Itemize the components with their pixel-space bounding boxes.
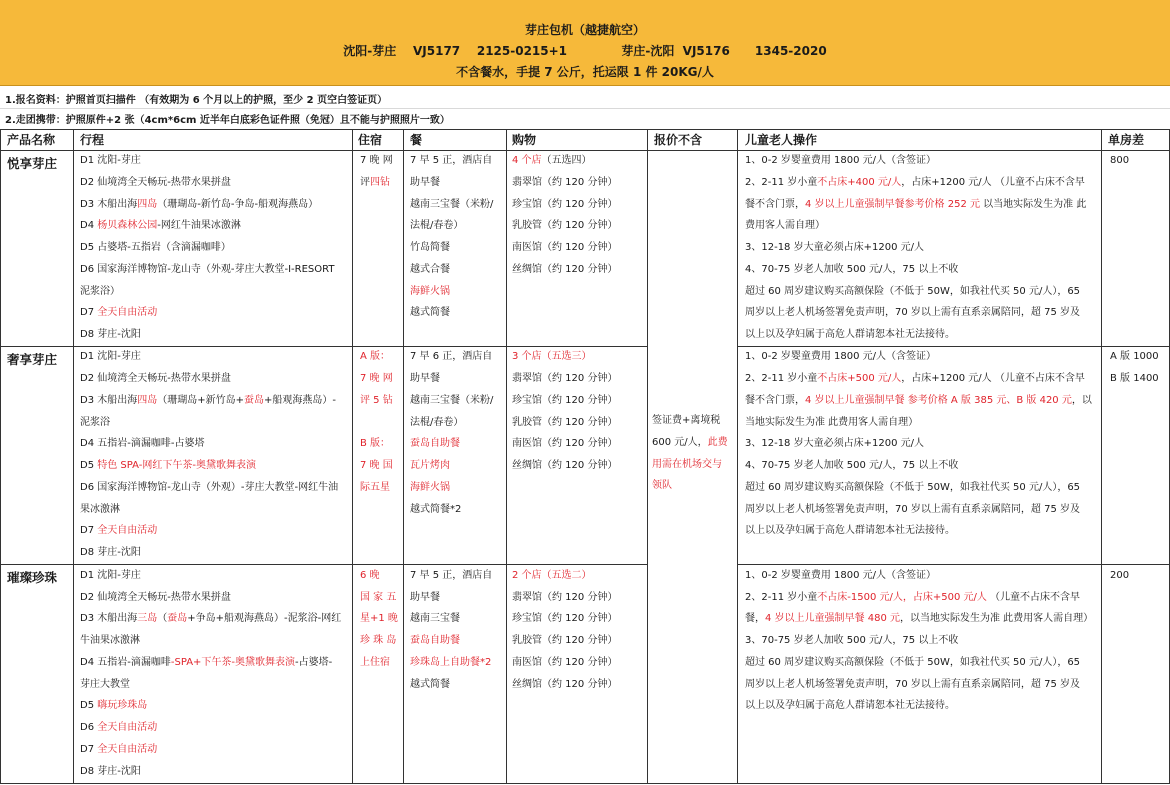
hotel-line: 7 晚 网 (360, 155, 393, 166)
grid-line (0, 129, 1, 784)
shop-line: 翡翠馆（约 120 分钟） (512, 592, 618, 603)
meal-line: 助早餐 (410, 177, 440, 188)
child-policy-line: 2、2-11 岁小童不占床-1500 元/人，占床+500 元/人 （儿童不占床不含早 (745, 592, 1081, 603)
hotel-line: 评 5 钻 (360, 395, 393, 406)
child-policy-line: 超过 60 周岁建议购买高额保险（不低于 50W，如我社代买 50 元/人），65 (745, 657, 1081, 668)
itinerary-line: D8 芽庄-沈阳 (80, 547, 141, 558)
col-header-excluded: 报价不含 (654, 133, 703, 147)
col-header-shopping: 购物 (512, 133, 537, 147)
hotel-line: 际五星 (360, 482, 390, 493)
itinerary-line: D1 沈阳-芽庄 (80, 351, 141, 362)
child-policy-line: 餐不含门票，4 岁以上儿童强制早餐参考价格 252 元 以当地实际发生为准 此 (745, 199, 1087, 210)
fee-note: 用需在机场交与 (652, 458, 722, 470)
note-passport-scan: 1.报名资料：护照首页扫描件 （有效期为 6 个月以上的护照，至少 2 页空白签证页） (5, 95, 388, 106)
shop-line: 珍宝馆（约 120 分钟） (512, 395, 618, 406)
child-policy-line: 2、2-11 岁小童不占床+500 元/人，占床+1200 元/人 （儿童不占床不含早 (745, 373, 1085, 384)
grid-line (506, 129, 507, 784)
hotel-line: 上住宿 (360, 657, 390, 668)
shop-line: 3 个店（五选三） (512, 351, 592, 362)
meal-line: 蚕岛自助餐 (410, 438, 460, 449)
child-policy-line: 周岁以上老人机场签署免责声明，70 岁以上需有直系亲属陪同，超 75 岁及 (745, 679, 1080, 690)
grid-line (647, 129, 648, 784)
shop-line: 乳胶管（约 120 分钟） (512, 635, 618, 646)
hotel-line: B 版： (360, 438, 391, 449)
itinerary-line: D8 芽庄-沈阳 (80, 766, 141, 777)
child-policy-line: 以上以及孕妇属于高危人群请恕本社无法接待。 (745, 525, 955, 536)
col-header-child-elderly: 儿童老人操作 (745, 133, 818, 147)
shop-line: 丝绸馆（约 120 分钟） (512, 679, 618, 690)
itinerary-line: D4 五指岩-滴漏咖啡-SPA+下午茶-奥黛歌舞表演-占婆塔- (80, 657, 333, 668)
itinerary-line: 牛油果冰激淋 (80, 635, 140, 646)
meal-line: 法棍/春卷） (410, 220, 464, 231)
fee-note: 此费 (707, 436, 728, 448)
child-policy-line: 1、0-2 岁婴童费用 1800 元/人（含签证） (745, 570, 937, 581)
child-policy-line: 当地实际发生为准 此费用客人需自理） (745, 417, 919, 428)
itinerary-line: D1 沈阳-芽庄 (80, 155, 141, 166)
fee-text: 签证费+离境税 (652, 415, 721, 426)
hotel-line: 7 晚 国 (360, 460, 393, 471)
product-name-p3: 璀璨珍珠 (7, 570, 58, 585)
grid-line (0, 129, 1170, 130)
meal-line: 7 早 6 正，酒店自 (410, 351, 493, 362)
shop-line: 翡翠馆（约 120 分钟） (512, 373, 618, 384)
shop-line: 丝绸馆（约 120 分钟） (512, 460, 618, 471)
hotel-line: 星+1 晚 (360, 613, 398, 624)
child-policy-line: 3、12-18 岁大童必须占床+1200 元/人 (745, 438, 924, 449)
child-policy-line: 2、2-11 岁小童不占床+400 元/人，占床+1200 元/人 （儿童不占床不含早 (745, 177, 1085, 188)
col-header-hotel: 住宿 (358, 133, 383, 147)
single-supplement-value: B 版 1400 (1110, 373, 1159, 384)
child-policy-line: 3、12-18 岁大童必须占床+1200 元/人 (745, 242, 924, 253)
shop-line: 丝绸馆（约 120 分钟） (512, 264, 618, 275)
grid-line (73, 129, 74, 784)
grid-line (0, 108, 1170, 109)
meal-line: 越式简餐*2 (410, 504, 462, 515)
itinerary-line: D1 沈阳-芽庄 (80, 570, 141, 581)
child-policy-line: 费用客人需自理） (745, 220, 825, 231)
itinerary-line: D6 全天自由活动 (80, 722, 158, 733)
child-policy-line: 以上以及孕妇属于高危人群请恕本社无法接待。 (745, 700, 955, 711)
meal-line: 海鲜火锅 (410, 482, 450, 493)
itinerary-line: D4 五指岩-滴漏咖啡-占婆塔 (80, 438, 205, 449)
header-flights: 沈阳-芽庄 VJ5177 2125-0215+1 芽庄-沈阳 VJ5176 1345-2020 (343, 44, 827, 58)
col-header-product: 产品名称 (7, 133, 56, 147)
itinerary-line: D3 木船出海三岛（蚕岛+争岛+船观海燕岛）-泥浆浴-网红 (80, 613, 342, 624)
itinerary-line: D6 国家海洋博物馆-龙山寺（外观-芽庄大教堂-I-RESORT (80, 264, 335, 275)
child-policy-line: 4、70-75 岁老人加收 500 元/人，75 以上不收 (745, 460, 959, 471)
hotel-line: 6 晚 (360, 570, 380, 581)
header-banner (0, 0, 1170, 86)
itinerary-line: D7 全天自由活动 (80, 744, 158, 755)
hotel-line: 珍 珠 岛 (360, 635, 397, 646)
itinerary-line: D3 木船出海四岛（珊瑚岛-新竹岛-争岛-船观海燕岛） (80, 199, 319, 210)
col-header-itinerary: 行程 (80, 133, 105, 147)
meal-line: 助早餐 (410, 592, 440, 603)
child-policy-line: 以上以及孕妇属于高危人群请恕本社无法接待。 (745, 329, 955, 340)
child-policy-line: 周岁以上老人机场签署免责声明，70 岁以上需有直系亲属陪同，超 75 岁及 (745, 504, 1080, 515)
hotel-line: 7 晚 网 (360, 373, 393, 384)
shop-line: 翡翠馆（约 120 分钟） (512, 177, 618, 188)
child-policy-line: 3、70-75 岁老人加收 500 元/人，75 以上不收 (745, 635, 959, 646)
single-supplement-value: 800 (1110, 155, 1130, 166)
meal-line: 越南三宝餐（米粉/ (410, 199, 494, 210)
meal-line: 法棍/春卷） (410, 417, 464, 428)
child-policy-line: 周岁以上老人机场签署免责声明，70 岁以上需有直系亲属陪同，超 75 岁及 (745, 307, 1080, 318)
single-supplement-value: A 版 1000 (1110, 351, 1159, 362)
meal-line: 7 早 5 正，酒店自 (410, 570, 493, 581)
itinerary-line: 泥浆浴） (80, 286, 120, 297)
grid-line (352, 129, 353, 784)
shop-line: 4 个店（五选四） (512, 155, 592, 166)
meal-line: 瓦片烤肉 (410, 460, 450, 471)
itinerary-line: D4 杨贝森林公园-网红牛油果冰激淋 (80, 220, 241, 231)
meal-line: 越南三宝餐 (410, 613, 460, 624)
itinerary-line: D7 全天自由活动 (80, 525, 158, 536)
meal-line: 越式简餐 (410, 679, 450, 690)
meal-line: 珍珠岛上自助餐*2 (410, 657, 492, 668)
grid-line (0, 783, 1170, 784)
col-header-meals: 餐 (410, 133, 423, 147)
shop-line: 珍宝馆（约 120 分钟） (512, 199, 618, 210)
shop-line: 南医馆（约 120 分钟） (512, 438, 618, 449)
child-policy-line: 4、70-75 岁老人加收 500 元/人，75 以上不收 (745, 264, 959, 275)
itinerary-line: D2 仙境湾全天畅玩-热带水果拼盘 (80, 592, 231, 603)
itinerary-line: D5 嗨玩珍珠岛 (80, 700, 148, 711)
meal-line: 越式简餐 (410, 307, 450, 318)
grid-line (1101, 129, 1102, 784)
fee-amount: 600 元/人， (652, 436, 708, 448)
hotel-line: 评四钻 (360, 177, 390, 188)
child-policy-line: 超过 60 周岁建议购买高额保险（不低于 50W，如我社代买 50 元/人），65 (745, 482, 1081, 493)
note-carry-items: 2.走团携带：护照原件+2 张（4cm*6cm 近半年白底彩色证件照（免冠）且不能与护照照片一致） (5, 115, 450, 126)
child-policy-line: 1、0-2 岁婴童费用 1800 元/人（含签证） (745, 351, 937, 362)
itinerary-line: 泥浆浴 (80, 417, 110, 428)
fee-note: 领队 (652, 480, 672, 492)
itinerary-line: 果冰激淋 (80, 504, 120, 515)
shop-line: 珍宝馆（约 120 分钟） (512, 613, 618, 624)
itinerary-line: D5 占婆塔-五指岩（含滴漏咖啡） (80, 242, 231, 253)
product-name-p1: 悦享芽庄 (7, 156, 58, 171)
shop-line: 乳胶管（约 120 分钟） (512, 417, 618, 428)
itinerary-line: D7 全天自由活动 (80, 307, 158, 318)
meal-line: 越式合餐 (410, 264, 450, 275)
itinerary-line: D5 特色 SPA-网红下午茶-奥黛歌舞表演 (80, 460, 257, 471)
header-baggage: 不含餐水，手提 7 公斤，托运限 1 件 20KG/人 (456, 65, 714, 79)
shop-line: 乳胶管（约 120 分钟） (512, 220, 618, 231)
header-title: 芽庄包机（越捷航空） (524, 23, 645, 37)
meal-line: 竹岛简餐 (410, 242, 450, 253)
hotel-line: A 版： (360, 351, 391, 362)
child-policy-line: 超过 60 周岁建议购买高额保险（不低于 50W，如我社代买 50 元/人），65 (745, 286, 1081, 297)
excluded-fee-cell (652, 410, 732, 497)
grid-line (403, 129, 404, 784)
child-policy-line: 餐，4 岁以上儿童强制早餐 480 元，以当地实际发生为准 此费用客人需自理） (745, 613, 1094, 624)
child-policy-line: 餐不含门票，4 岁以上儿童强制早餐 参考价格 A 版 385 元、B 版 420 元，以 (745, 395, 1092, 406)
itinerary-line: 芽庄大教堂 (80, 679, 130, 690)
itinerary-line: D8 芽庄-沈阳 (80, 329, 141, 340)
shop-line: 南医馆（约 120 分钟） (512, 657, 618, 668)
child-policy-line: 1、0-2 岁婴童费用 1800 元/人（含签证） (745, 155, 937, 166)
meal-line: 海鲜火锅 (410, 286, 450, 297)
itinerary-line: D2 仙境湾全天畅玩-热带水果拼盘 (80, 373, 231, 384)
shop-line: 2 个店（五选二） (512, 570, 592, 581)
meal-line: 蚕岛自助餐 (410, 635, 460, 646)
grid-line (737, 129, 738, 784)
single-supplement-value: 200 (1110, 570, 1130, 581)
itinerary-line: D2 仙境湾全天畅玩-热带水果拼盘 (80, 177, 231, 188)
col-header-single-supplement: 单房差 (1108, 133, 1145, 147)
shop-line: 南医馆（约 120 分钟） (512, 242, 618, 253)
meal-line: 越南三宝餐（米粉/ (410, 395, 494, 406)
hotel-line: 国 家 五 (360, 592, 397, 603)
itinerary-line: D3 木船出海四岛（珊瑚岛+新竹岛+蚕岛+船观海燕岛）- (80, 395, 337, 406)
meal-line: 7 早 5 正，酒店自 (410, 155, 493, 166)
meal-line: 助早餐 (410, 373, 440, 384)
itinerary-line: D6 国家海洋博物馆-龙山寺（外观）-芽庄大教堂-网红牛油 (80, 482, 339, 493)
product-name-p2: 奢享芽庄 (7, 352, 58, 367)
